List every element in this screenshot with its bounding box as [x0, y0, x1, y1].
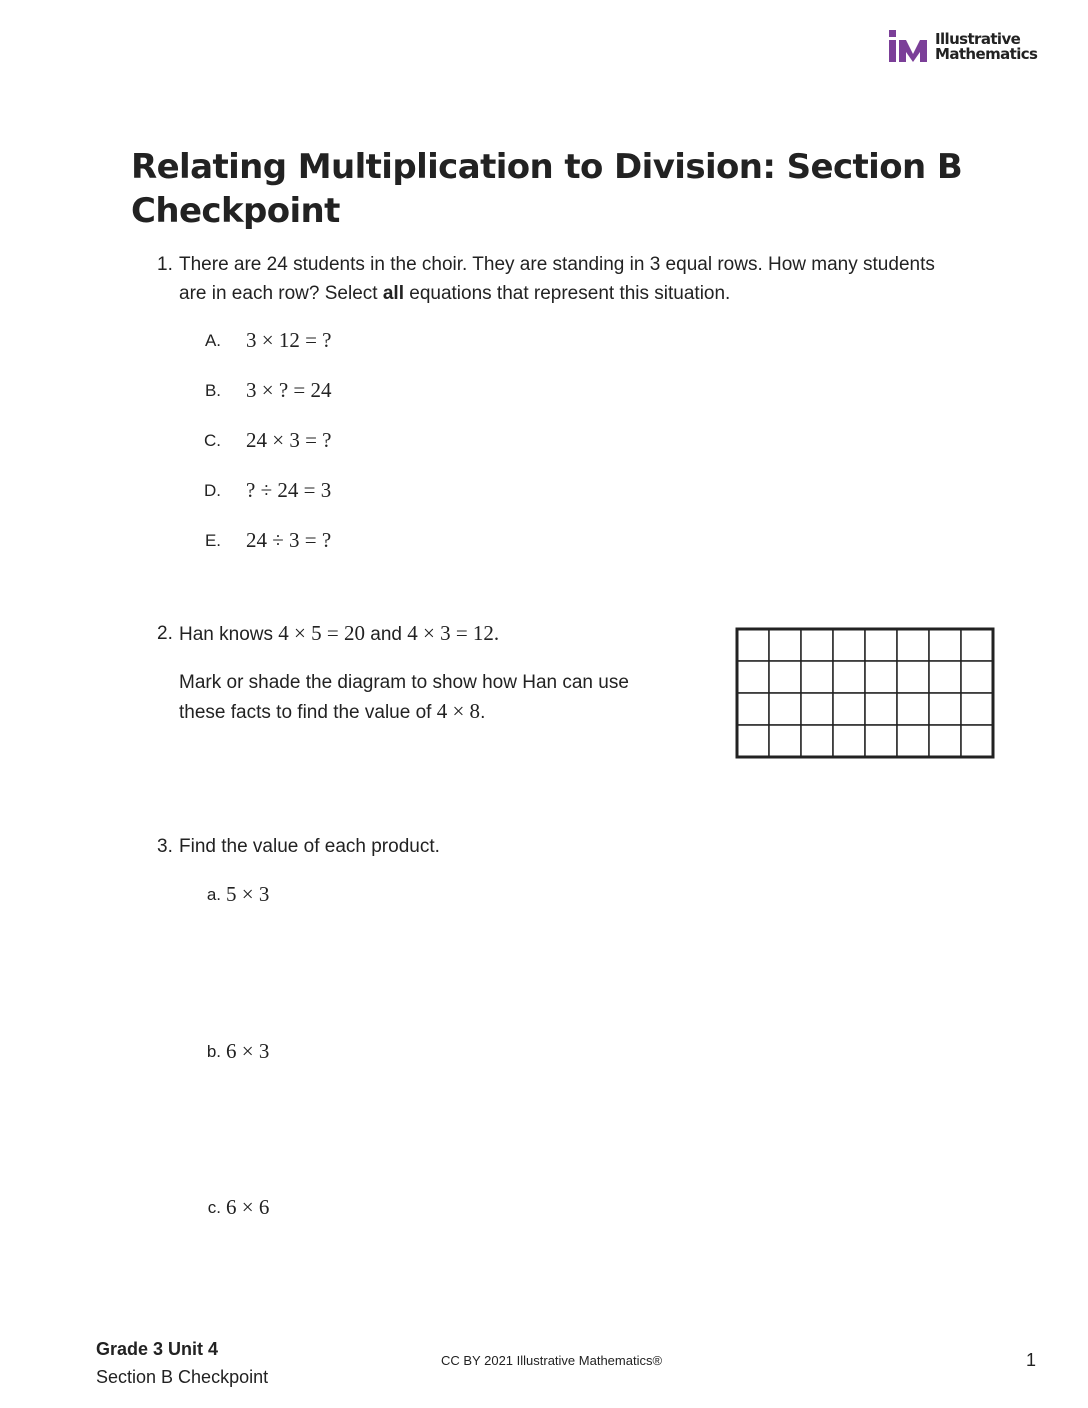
option-expression: ? ÷ 24 = 3: [246, 478, 332, 502]
option-expression: 24 ÷ 3 = ?: [246, 528, 332, 552]
logo-line-2: Mathematics: [935, 45, 1038, 63]
page-number: 1: [1026, 1350, 1037, 1370]
footer-course-info: [96, 1335, 268, 1391]
grid-cell[interactable]: [801, 661, 833, 693]
grid-cell[interactable]: [833, 661, 865, 693]
grid-cell[interactable]: [929, 661, 961, 693]
grid-cell[interactable]: [897, 629, 929, 661]
im-logo-mark-icon: [889, 30, 931, 64]
part-letter: a.: [206, 885, 221, 904]
part-expression: 5 × 3: [226, 882, 270, 906]
grid-cell[interactable]: [737, 661, 769, 693]
grid-cell[interactable]: [801, 693, 833, 725]
math-fact-1: 4 × 5 = 20: [278, 621, 365, 645]
option-letter: E.: [204, 531, 221, 550]
grid-cell[interactable]: [961, 725, 993, 757]
question-2-text-line-1: [179, 619, 499, 649]
option-letter: D.: [204, 481, 221, 500]
grid-cell[interactable]: [929, 629, 961, 661]
part-expression: 6 × 6: [226, 1195, 270, 1219]
grid-cell[interactable]: [865, 725, 897, 757]
question-1-emphasis: all: [382, 283, 404, 304]
punctuation: .: [493, 621, 500, 645]
option-letter: A.: [204, 331, 221, 350]
grid-cell[interactable]: [961, 661, 993, 693]
grid-cell[interactable]: [833, 725, 865, 757]
grid-cell[interactable]: [769, 693, 801, 725]
grid-cell[interactable]: [833, 629, 865, 661]
math-fact-2: 4 × 3 = 12: [407, 621, 494, 645]
question-2-text-line-3: [179, 697, 485, 727]
punctuation: .: [480, 702, 486, 723]
grid-cell[interactable]: [769, 661, 801, 693]
math-target: 4 × 8: [436, 699, 481, 723]
question-2-text-part: these facts to find the value of: [179, 702, 437, 723]
logo-wordmark: [935, 32, 1037, 62]
grid-cell[interactable]: [929, 725, 961, 757]
footer-grade-unit: Grade 3 Unit 4: [96, 1339, 219, 1359]
grid-cell[interactable]: [769, 629, 801, 661]
page-title: Relating Multiplication to Division: Section B Checkpoint: [131, 147, 963, 231]
grid-cell[interactable]: [769, 725, 801, 757]
grid-cell[interactable]: [865, 661, 897, 693]
question-3-text: Find the value of each product.: [179, 836, 440, 857]
question-number: 3.: [157, 836, 173, 857]
question-2-text-part: Han knows: [179, 624, 279, 645]
question-2-text-line-2: Mark or shade the diagram to show how Han can use: [179, 672, 629, 693]
part-letter: b.: [206, 1042, 221, 1061]
grid-cell[interactable]: [801, 629, 833, 661]
footer-license: CC BY 2021 Illustrative Mathematics®: [441, 1353, 663, 1368]
option-letter: C.: [204, 431, 221, 450]
grid-cell[interactable]: [737, 693, 769, 725]
option-expression: 3 × 12 = ?: [246, 328, 332, 352]
question-1-text-line-2: [179, 279, 730, 308]
grid-cell[interactable]: [897, 661, 929, 693]
grid-cell[interactable]: [737, 629, 769, 661]
question-1-text-part: are in each row? Select: [179, 283, 383, 304]
question-1-text-part: equations that represent this situation.: [403, 283, 731, 304]
grid-cell[interactable]: [961, 629, 993, 661]
grid-cell[interactable]: [865, 693, 897, 725]
grid-cell[interactable]: [897, 725, 929, 757]
grid-cell[interactable]: [737, 725, 769, 757]
grid-cell[interactable]: [897, 693, 929, 725]
part-expression: 6 × 3: [226, 1039, 270, 1063]
illustrative-mathematics-logo: [889, 30, 1037, 64]
question-1-text-line-1: There are 24 students in the choir. They are standing in 3 equal rows. How many students: [179, 254, 935, 275]
grid-cell[interactable]: [961, 693, 993, 725]
option-expression: 24 × 3 = ?: [246, 428, 332, 452]
shading-grid-diagram[interactable]: [735, 627, 995, 759]
option-expression: 3 × ? = 24: [246, 378, 332, 402]
footer-section: Section B Checkpoint: [96, 1367, 269, 1387]
question-number: 1.: [157, 254, 173, 275]
question-number: 2.: [157, 623, 173, 644]
grid-cell[interactable]: [801, 725, 833, 757]
grid-cell[interactable]: [865, 629, 897, 661]
logo-line-1: Illustrative: [935, 30, 1021, 48]
grid-cell[interactable]: [833, 693, 865, 725]
option-letter: B.: [204, 381, 221, 400]
part-letter: c.: [207, 1198, 221, 1217]
grid-cell[interactable]: [929, 693, 961, 725]
question-2-text-part: and: [364, 624, 408, 645]
